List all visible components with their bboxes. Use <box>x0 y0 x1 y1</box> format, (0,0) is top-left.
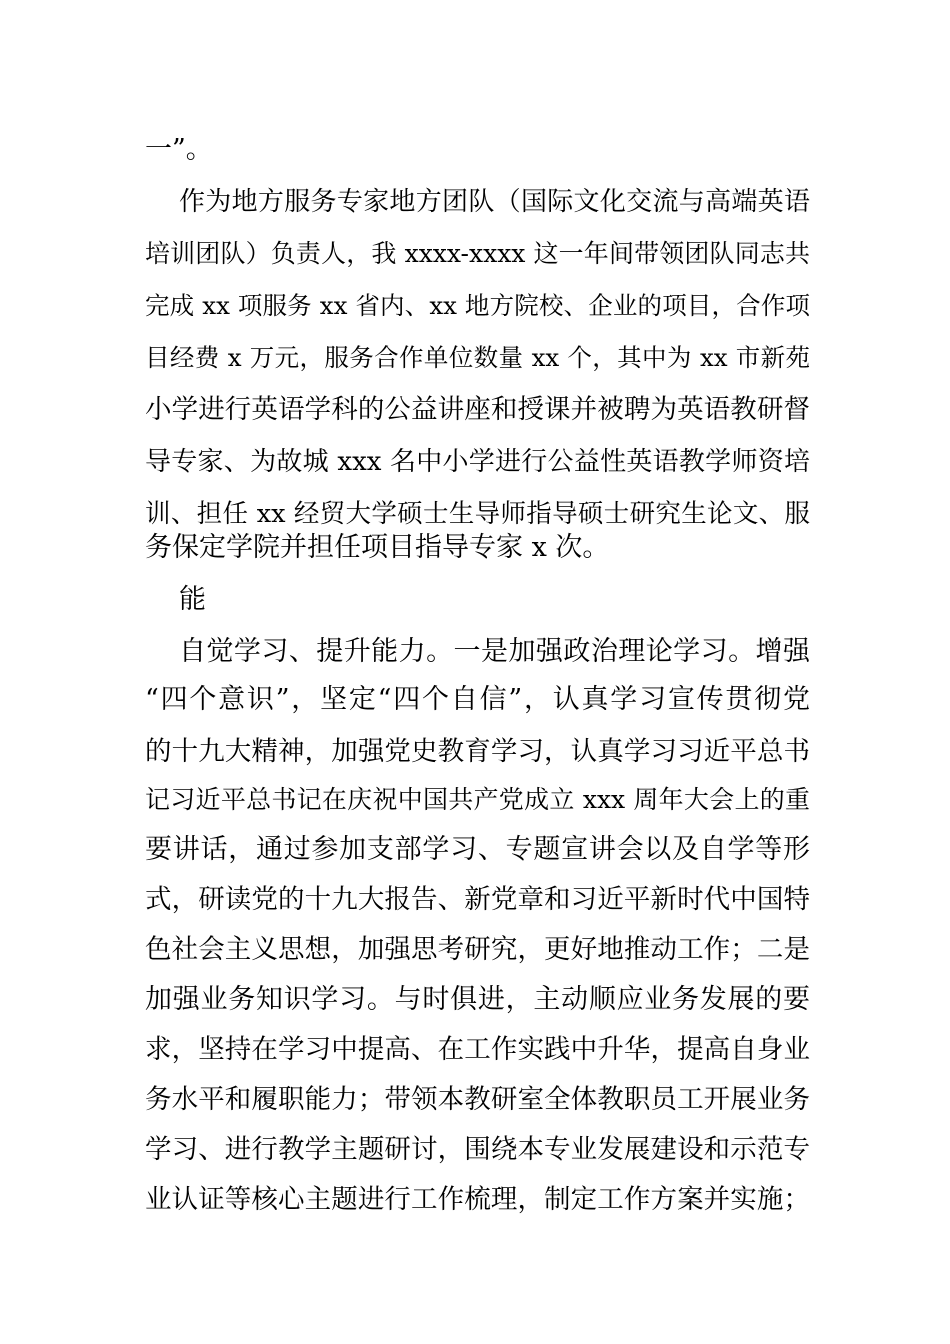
text-line: 的十九大精神，加强党史教育学习，认真学习习近平总书 <box>145 736 810 767</box>
text-line: 务水平和履职能力；带领本教研室全体教职员工开展业务 <box>145 1084 810 1115</box>
text-line: 训、担任 xx 经贸大学硕士生导师指导硕士研究生论文、服 <box>145 499 810 529</box>
text-line: 务保定学院并担任项目指导专家 x 次。 <box>145 532 610 563</box>
text-line: 小学进行英语学科的公益讲座和授课并被聘为英语教研督 <box>145 394 810 425</box>
text-line: 培训团队）负责人，我 xxxx-xxxx 这一年间带领团队同志共 <box>145 239 810 268</box>
text-line: 加强业务知识学习。与时俱进，主动顺应业务发展的要 <box>145 984 810 1015</box>
text-line: 完成 xx 项服务 xx 省内、xx 地方院校、企业的项目，合作项 <box>145 291 810 320</box>
text-line: 目经费 x 万元，服务合作单位数量 xx 个，其中为 xx 市新苑 <box>145 343 810 372</box>
text-line: 求，坚持在学习中提高、在工作实践中升华，提高自身业 <box>145 1034 810 1065</box>
text-line: 式，研读党的十九大报告、新党章和习近平新时代中国特 <box>145 884 810 915</box>
text-line: 色社会主义思想，加强思考研究，更好地推动工作；二是 <box>145 934 810 965</box>
text-line: “四个意识”，坚定“四个自信”，认真学习宣传贯彻党 <box>145 684 810 715</box>
text-line: 自觉学习、提升能力。一是加强政治理论学习。增强 <box>179 636 810 667</box>
text-line: 能 <box>179 584 206 615</box>
text-line: 作为地方服务专家地方团队（国际文化交流与高端英语 <box>179 187 810 217</box>
text-line: 一”。 <box>145 134 213 165</box>
text-line: 业认证等核心主题进行工作梳理，制定工作方案并实施； <box>145 1184 810 1215</box>
text-line: 要讲话，通过参加支部学习、专题宣讲会以及自学等形 <box>145 834 810 865</box>
text-line: 记习近平总书记在庆祝中国共产党成立 xxx 周年大会上的重 <box>145 785 810 814</box>
text-line: 导专家、为故城 xxx 名中小学进行公益性英语教学师资培 <box>145 447 810 477</box>
text-line: 学习、进行教学主题研讨，围绕本专业发展建设和示范专 <box>145 1134 810 1165</box>
